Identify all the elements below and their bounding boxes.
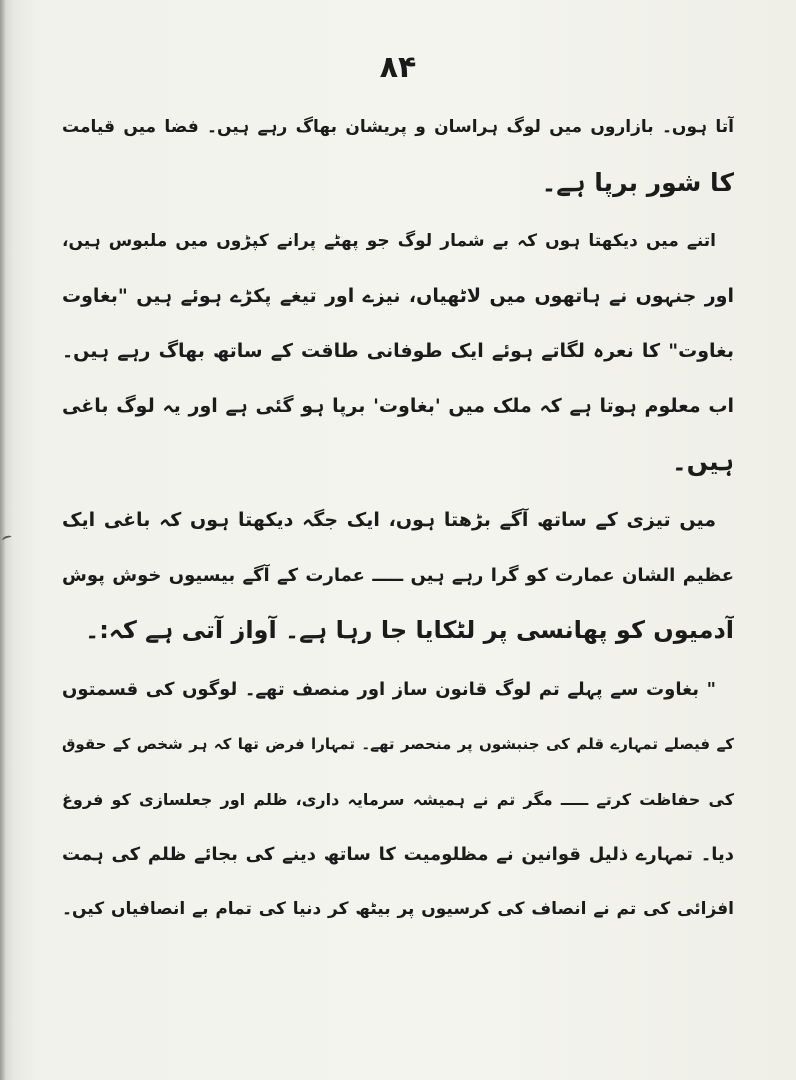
text-line: آدمیوں کو پھانسی پر لٹکایا جا رہا ہے۔ آواز آتی ہے کہ:۔	[85, 616, 734, 644]
text-line: آتا ہوں۔ بازاروں میں لوگ ہراسان و پریشان بھاگ رہے ہیں۔ فضا میں قیامت	[62, 117, 734, 137]
text-line: کی حفاظت کرتے ـــــ مگر تم نے ہمیشہ سرمایہ داری، ظلم اور جعلسازی کو فروغ	[62, 790, 734, 809]
text-line: افزائی کی تم نے انصاف کی کرسیوں پر بیٹھ کر دنیا کی تمام بے انصافیاں کیں۔	[62, 899, 734, 919]
page-number: ۸۴	[379, 50, 417, 85]
urdu-text-body	[62, 100, 734, 937]
text-line: اب معلوم ہوتا ہے کہ ملک میں 'بغاوت' برپا ہو گئی ہے اور یہ لوگ باغی	[62, 395, 734, 417]
text-line: میں تیزی کے ساتھ آگے بڑھتا ہوں، ایک جگہ دیکھتا ہوں کہ باغی ایک	[62, 509, 716, 531]
text-line: کے فیصلے تمہارے قلم کی جنبشوں پر منحصر تھے۔ تمہارا فرض تھا کہ ہر شخص کے حقوق	[62, 735, 734, 753]
text-line: عظیم الشان عمارت کو گرا رہے ہیں ـــــ عمارت کے آگے بیسیوں خوش پوش	[62, 565, 734, 586]
text-line: اور جنہوں نے ہاتھوں میں لاٹھیاں، نیزے اور تیغے پکڑے ہوئے ہیں "بغاوت	[62, 285, 734, 307]
text-line: اتنے میں دیکھتا ہوں کہ بے شمار لوگ جو پھٹے پرانے کپڑوں میں ملبوس ہیں،	[62, 231, 716, 251]
text-line: دیا۔ تمہارے ذلیل قوانین نے مظلومیت کا ساتھ دینے کی بجائے ظلم کی ہمت	[62, 844, 734, 865]
margin-mark	[1, 534, 12, 543]
text-line: بغاوت" کا نعرہ لگاتے ہوئے ایک طوفانی طاقت کے ساتھ بھاگ رہے ہیں۔	[62, 340, 734, 362]
text-line: کا شور برپا ہے۔	[541, 168, 734, 197]
text-line: " بغاوت سے پہلے تم لوگ قانون ساز اور منصف تھے۔ لوگوں کی قسمتوں	[62, 679, 716, 700]
text-line: ہیں۔	[672, 447, 734, 476]
